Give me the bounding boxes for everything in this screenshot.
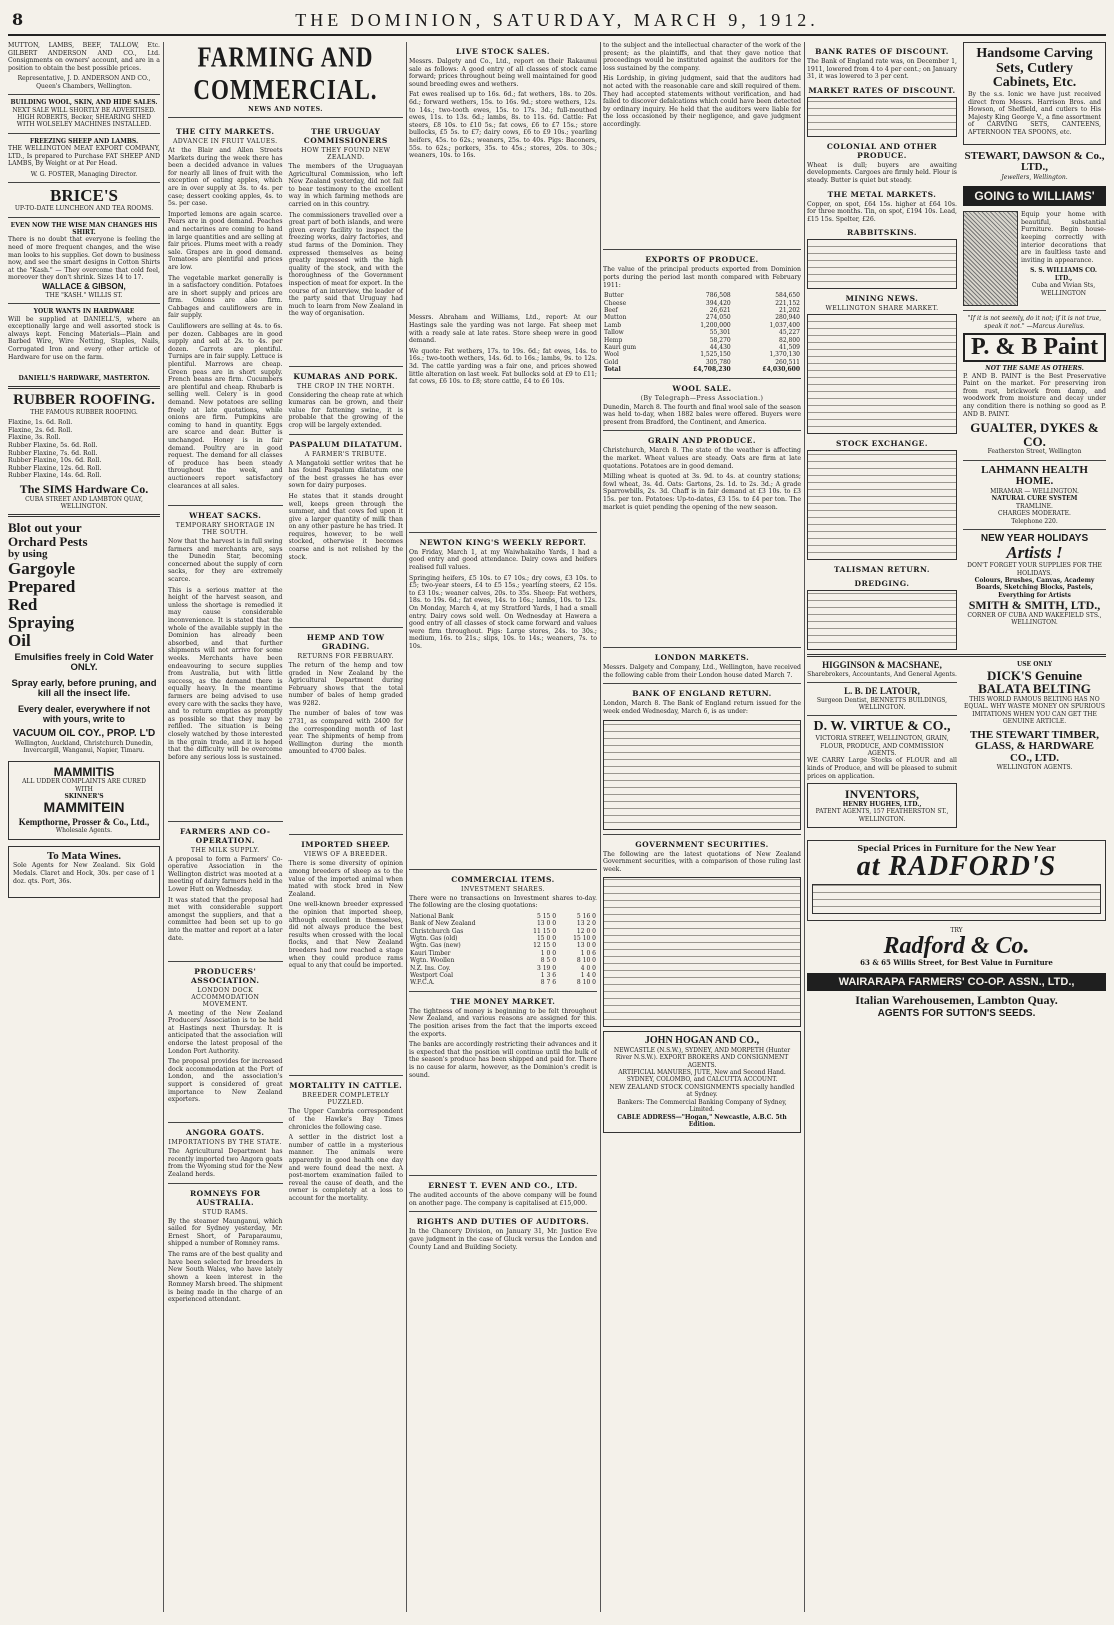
rubber-item: Rubber Flaxine, 5s. 6d. Roll.: [8, 442, 98, 450]
hogan-title: JOHN HOGAN AND CO.,: [644, 1035, 760, 1047]
govt-securities-heading: GOVERNMENT SECURITIES.: [635, 839, 769, 849]
wallace-address: THE "KASH." WILLIS ST.: [45, 291, 123, 299]
rubber-roofing-title: RUBBER ROOFING.: [13, 392, 155, 409]
talisman-heading: TALISMAN RETURN.: [833, 565, 931, 575]
rubber-item: Rubber Flaxine, 14s. 6d. Roll.: [8, 472, 102, 480]
freezing-heading: FREEZING SHEEP AND LAMBS.: [29, 137, 139, 145]
wheat-sacks-para: Now that the harvest is in full swing farmers and merchants are, says the Dunedin Star, becoming concerned about the supply of corn sacks, for they are extremely scarce.: [168, 538, 283, 584]
column-2-farming: FARMING AND COMMERCIAL. NEWS AND NOTES. THE CITY MARKETS. ADVANCE IN FRUIT VALUES. At the Blair and Allen Streets Markets during the week there has been a decided advance in values for nearly all lines of fruit with the exception of eating apples, which are in over supply at 3s. to 4s. per case; dessert cooking apples, 4s. to 5s. per case. Imported lemons are again scarce. Pears are in good demand. Peaches and nectarines are coming to hand in large quantities and are selling at fair prices. Plums meet with a ready sale. Grapes are in good demand. Tomatoes are plentiful and prices are low. The vegetable market generally is in a satisfactory condition. Potatoes are in short supply and prices are firm. Onions are also firm. Cabbages and cauliflowers are in fair supply. Cauliflowers are selling at 4s. to 6s. per dozen. Cabbages are in good supply and sell at 2s. to 4s. per dozen. Carrots are plentiful. Turnips are in fair supply. Lettuce is plentiful. Marrows are cheap. Green peas are in short supply. French beans are firm. Cucumbers are plentiful and cheap. Rhubarb is selling well. Celery is in good demand. New potatoes are selling freely at late quotations, while onions are firm. Pumpkins are coming to hand in quantity. Eggs are scarce and dear. Butter is unchanged. Honey is in fair demand. Poultry are in good request. The demand for all classes of produce has been steady throughout the week, and auctioneers report satisfactory clearances at all sales. WHEAT SACKS. TEMPORARY SHORTAGE IN THE SOUTH. Now that the harvest is in full swing farmers and merchants are, says the Dunedin Star, becoming concerned about the supply of corn sacks, for they are extremely scarce. This is a serious matter at the height of the harvest season, and unless the shortage is remedied it may cause considerable inconvenience. It is stated that the whole of the available supply in the Dominion has already been absorbed, and that further shipments will not arrive for some weeks. Merchants have been endeavouring to secure supplies from Australia, but with little success, as the demand there is equally heavy. In the meantime farmers are being advised to use every care with the sacks they have, and to return empties as promptly as possible so that they may be refilled. The situation is being closely watched by those interested in the grain trade, and it is hoped that the difficulty will be overcome before any serious loss is sustained. FARMERS AND CO-OPERATION. THE MILK SUPPLY. A proposal to form a Farmers' Co-operative Association in the Wellington district was mooted at a meeting of dairy farmers held in the Lower Hutt on Wednesday. It was stated that the proposal had met with considerable support amongst the suppliers, and that a committee had been set up to go into the matter and report at a later date. PRODUCERS' ASSOCIATION. LONDON DOCK ACCOMMODATION MOVEMENT. A meeting of the New Zealand Producers' Association is to be held at Hastings next Thursday. It is anticipated that the association will endorse the latest proposal of the London Port Authority. The proposal provides for increased dock accommodation at the Port of London, and the association's support is considered of great importance to New Zealand exporters. ANGORA GOATS. IMPORTATIONS BY THE STATE. The Agricultural Department has recently imported two Angora goats from the Wyoming stud for the New Zealand herds. ROMNEYS FOR AUSTRALIA. STUD RAMS. By the steamer Maunganui, which sailed for Sydney yesterday, Mr. Ernest Short, of Paraparaumu, shipped a number of Romney rams. The rams are of the best quality and have been selected for breeders in New South Wales, who have lately shown a keen interest in the Romney Marsh breed. The shipment is being made in the charge of an experienced attendant. THE URUGUAY COMMISSIONERS HOW THEY FOUND NEW ZEALAND. The members of the Uruguayan Agricultural Commission, who left New Zealand yesterday, did not fail to bear testimony to the excellent way in which farming methods are carried on in this country. The commissioners travelled over a great part of both islands, and were given every facility to inspect the freezing works, dairy factories, and stud farms of the Dominion. They expressed themselves as being greatly impressed with the high quality of the stock, and with the thoroughness of the Government inspection of meat for export. In the course of an interview, the leader of the party said that Uruguay had much to learn from New Zealand in the way of organisation. KUMARAS AND PORK. THE CROP IN THE NORTH. Considering the cheap rate at which kumaras can be grown, and their value for fattening swine, it is probable that the growing of the crop will be largely extended. PASPALUM DILATATUM. A FARMER'S TRIBUTE. A Mangatoki settler writes that he has found Paspalum dilatatum one of the best grasses he has ever sown for dairy purposes. He states that it stands drought well, keeps green through the summer, and that cows fed upon it give a larger quantity of milk than on any other pasture he has tried. It requires, however, to be well stocked, otherwise it becomes coarse and is not relished by the stock. HEMP AND TOW GRADING. RETURNS FOR FEBRUARY. The return of the hemp and tow graded in New Zealand by the Agricultural Department during February shows that the total number of bales of hemp graded was 9282. The number of bales of tow was 2731, as compared with 2400 for the corresponding month of last year. The shipments of hemp from Wellington during the month amounted to 4700 bales. IMPORTED SHEEP. VIEWS OF A BREEDER. There is some diversity of opinion among breeders of sheep as to the value of the imported animal when mated with stock bred in New Zealand. One well-known breeder expressed the opinion that imported sheep, although excellent in themselves, did not always produce the best results when crossed with the local flocks, and that New Zealand breeders had now reached a stage when they could produce rams equal to any that could be imported. MORTALITY IN CATTLE. BREEDER COMPLETELY PUZZLED. The Upper Cambria correspondent of the Hawke's Bay Times chronicles the following case. A settler in the district lost a number of cattle in a mysterious manner. The animals were apparently in good health one day and were found dead the next. A post-mortem examination failed to reveal the cause of death, and the owner is completely at a loss to account for the mortality.: [168, 42, 403, 1304]
table-row: Christchurch Gas 11 15 0 12 0 0: [410, 927, 596, 935]
grain-heading: GRAIN AND PRODUCE.: [648, 436, 756, 446]
hardware-heading: YOUR WANTS IN HARDWARE: [33, 308, 135, 316]
newspaper-title: THE DOMINION, SATURDAY, MARCH 9, 1912.: [295, 10, 819, 30]
imported-sheep-heading: IMPORTED SHEEP.: [301, 840, 391, 850]
mortality-subheading: BREEDER COMPLETELY PUZZLED.: [302, 1092, 390, 1107]
wallace-gibson: WALLACE & GIBSON,: [42, 282, 126, 292]
artists-title: Artists !: [1006, 543, 1063, 563]
commercial-heading: COMMERCIAL ITEMS.: [451, 874, 555, 884]
wairarapa: WAIRARAPA FARMERS' CO-OP. ASSN., LTD.,: [807, 973, 1106, 991]
mammitis-ad: [8, 761, 160, 840]
table-row: National Bank 5 15 0 5 16 0: [410, 912, 596, 920]
wise-man-heading: EVEN NOW THE WISE MAN CHANGES HIS SHIRT.: [10, 221, 158, 237]
kumaras-para: Considering the cheap rate at which kumaras can be grown, and their value for fattening swine, it is probable that the growing of the crop will be largely extended.: [288, 391, 403, 429]
wool-sale-source: (By Telegraph—Press Association.): [640, 394, 764, 402]
gargoyle-line: Red: [8, 594, 38, 614]
investment-para: There were no transactions on Investment shares to-day. The following are the closing quotations:: [409, 894, 597, 910]
mammitein-title: MAMMITEIN: [43, 799, 125, 816]
latour: L. B. DE LATOUR,: [844, 686, 920, 697]
column-5-ads: [807, 42, 1106, 1612]
exports-para: The value of the principal products exported from Dominion ports during the period last month compared with February 1911:: [603, 266, 801, 289]
lahmann-location: MIRAMAR — WELLINGTON.: [990, 487, 1079, 495]
lahmann-title: LAHMANN HEALTH HOME.: [981, 463, 1088, 488]
bank-rates-heading: BANK RATES OF DISCOUNT.: [815, 47, 949, 56]
smith-smith: SMITH & SMITH, LTD.,: [968, 598, 1101, 613]
hemp-subheading: RETURNS FOR FEBRUARY.: [297, 652, 394, 660]
auditors-continued: to the subject and the intellectual character of the work of the present; as the plaintiffs, and that they gave notice that proceedings would be instituted against the auditors for the loss sustained by the company.: [603, 42, 801, 72]
livestock-heading: LIVE STOCK SALES.: [455, 47, 551, 56]
producers-subheading: LONDON DOCK ACCOMMODATION MOVEMENT.: [191, 986, 260, 1008]
use-only: USE ONLY: [1016, 661, 1053, 669]
wairarapa-sub: Italian Warehousemen, Lambton Quay.: [855, 992, 1058, 1007]
natural-cure: NATURAL CURE SYSTEM: [991, 495, 1078, 503]
furniture-special: Special Prices in Furniture for the New Year: [857, 842, 1056, 853]
hughes-sub: PATENT AGENTS, 157 FEATHERSTON ST., WELLINGTON.: [815, 808, 949, 823]
meat-export-ad: THE WELLINGTON MEAT EXPORT COMPANY, LTD., Is prepared to Purchase FAT SHEEP AND LAMBS, By Weight or at Per Head.: [8, 145, 160, 168]
bank-rates-para: The Bank of England rate was, on December 1, 1911, lowered from 4 to 4 per cent.; on January 31, it was lowered to 3 per cent.: [807, 58, 957, 81]
producers-heading: PRODUCERS' ASSOCIATION.: [190, 966, 260, 985]
mining-heading: MINING NEWS.: [845, 294, 919, 304]
higginson-sub: Sharebrokers, Accountants, And General Agents.: [807, 670, 957, 678]
masthead: [8, 8, 1106, 36]
williams-address: Cuba and Vivian Sts, WELLINGTON: [1031, 282, 1096, 297]
hogan-ad: [603, 1031, 801, 1133]
romneys-para: By the steamer Maunganui, which sailed for Sydney yesterday, Mr. Ernest Short, of Paraparaumu, shipped a number of Romney rams.: [168, 1217, 283, 1248]
metal-heading: THE METAL MARKETS.: [827, 189, 937, 199]
column-3-livestock: LIVE STOCK SALES. Messrs. Dalgety and Co., Ltd., report on their Rakaunui sale as follows: A good entry of all classes of stock came forward; prices throughout being well maintained for good sound breeding ewes and wethers. Fat ewes realised up to 16s. 6d.; fat wethers, 18s. to 20s. 6d.; forward wethers, 15s. to 16s. 9d.; store wethers, 12s. to 14s.; two-tooth ewes, 15s. to 17s. 3d.; full-mouthed ewes, 11s. to 13s. 6d.; lambs, 8s. to 11s. 6d. Cattle: Fat steers, £8 10s. to £10 5s.; fat cows, £6 to £7 15s.; store bullocks, £5 5s. to £7; dairy cows, £6 to £9 10s.; yearling heifers, 45s. to 62s.; weaners, 25s. to 40s. Pigs: Baconers, 55s. to 62s.; porkers, 35s. to 45s.; stores, 20s. to 30s.; weaners, 10s. to 16s. Messrs. Abraham and Williams, Ltd., report: At our Hastings sale the yarding was not large. Fat sheep met with a ready sale at late rates. Store sheep were in good demand. We quote: Fat wethers, 17s. to 19s. 6d.; fat ewes, 14s. to 16s.; two-tooth wethers, 14s. 6d. to 16s.; lambs, 9s. to 12s. 3d. The cattle yarding was a fair one, and prices showed little alteration on last week. Fat bullocks sold at £9 to £11; fat cows, £6 10s. to £8; store cattle, £4 to £6 10s. NEWTON KING'S WEEKLY REPORT. On Friday, March 1, at my Waiwhakaiho Yards, I had a good entry and good attendance. Dairy cows and heifers realised full values. Springing heifers, £5 10s. to £7 10s.; dry cows, £3 10s. to £5; two-year steers, £4 to £5 15s.; yearling steers, £2 15s. to £3 10s.; weaner calves, 20s. to 35s. Sheep: Fat wethers, 18s. to 19s. 6d.; fat ewes, 14s. to 16s.; lambs, 10s. to 12s. On Monday, March 4, at my Stratford Yards, I had a small entry. Dairy cows sold well. On Wednesday at Hawera a good entry of all classes of stock came forward and values were firm throughout. Pigs: Large stores, 24s. to 30s.; medium, 16s. to 21s.; slips, 10s. to 14s.; weaners, 7s. to 10s. COMMERCIAL ITEMS. INVESTMENT SHARES. There were no transactions on Investment shares to-day. The following are the closing quotations: National Bank 5 15 0 5 16 0 Bank of New Zealand 13 0 0 13 2 0 Christchurch Gas 11 15 0 12 0 0 Wgtn. Gas (old) 15 0 0 15 10 0 Wgtn. Gas (new) 12 15 0 13 0 0 Kauri Timber 1 0 0 1 0 6 Wgtn. Woollen 8 5 0 8 10 0 N.Z. Ins. Coy. 3 19 0 4 0 0 Westport Coal 1 3 6 1 4 0 W.F.C.A. 8 7 6 8 10 0 THE MONEY MARKET. The tightness of money is beginning to be felt throughout New Zealand, and various reasons are assigned for this. The position arises from the fact that the imports exceed the exports. The banks are accordingly restricting their advances and it is expected that the position will continue until the bulk of the season's produce has been shipped and paid for. There is no cause for alarm, however, as the Dominion's credit is sound. ERNEST T. EVEN AND CO., LTD. The audited accounts of the above company will be found on another page. The company is capitalised at £15,000. RIGHTS AND DUTIES OF AUDITORS. In the Chancery Division, on January 31, Mr. Justice Eve gave judgment in the case of Gluck versus the London and County Land and Building Society.: [409, 47, 597, 1251]
colonial-heading: COLONIAL AND OTHER PRODUCE.: [826, 141, 938, 160]
london-markets-heading: LONDON MARKETS.: [654, 653, 750, 663]
higginson: HIGGINSON & MACSHANE,: [822, 660, 942, 671]
pb-paint-para: P. AND B. PAINT is the Best Preservative Paint on the market. For preserving iron from rust, brickwork from damp, and woodwork from moisture and decay under any condition there is nothing so good as P. AND B. PAINT.: [963, 372, 1106, 418]
pb-paint-title: P. & B Paint: [963, 333, 1106, 362]
gualter-address: Featherston Street, Wellington: [987, 448, 1082, 456]
sims-hardware: The SIMS Hardware Co.: [19, 481, 149, 496]
rubber-item: Flaxine, 1s. 6d. Roll.: [8, 419, 73, 427]
mortality-heading: MORTALITY IN CATTLE.: [289, 1081, 403, 1091]
gualter-dykes: GUALTER, DYKES & CO.: [970, 420, 1099, 449]
sims-address: CUBA STREET AND LAMBTON QUAY, WELLINGTON.: [25, 495, 143, 510]
uruguay-subheading: HOW THEY FOUND NEW ZEALAND.: [301, 147, 391, 161]
bank-rates-block: [807, 42, 957, 650]
evening-para: The audited accounts of the above company will be found on another page. The company is capitalised at £15,000.: [409, 1192, 597, 1207]
lahmann-telephone: Telephone 220.: [1011, 517, 1058, 525]
rubber-item: Flaxine, 2s. 6d. Roll.: [8, 426, 73, 434]
dicks-warning: THIS WORLD FAMOUS BELTING HAS NO EQUAL. WHY WASTE MONEY ON SPURIOUS IMITATIONS WHEN YOU CAN GET THE GENUINE ARTICLE.: [964, 696, 1105, 726]
farmers-coop-subheading: THE MILK SUPPLY.: [190, 846, 260, 854]
hughes: HENRY HUGHES, LTD.,: [842, 800, 922, 808]
tomata-ad: To Mata Wines. Sole Agents for New Zealand. Six Gold Medals. Claret and Hock, 30s. per case of 1 doz. qts. Port, 36s.: [8, 846, 160, 899]
daniell-hardware: DANIELL'S HARDWARE, MASTERTON.: [18, 374, 150, 382]
table-row: Kauri Timber 1 0 0 1 0 6: [410, 949, 596, 957]
newton-king-heading: NEWTON KING'S WEEKLY REPORT.: [419, 537, 587, 547]
column-1-ads: MUTTON, LAMBS, BEEF, TALLOW, Etc. GILBERT ANDERSON AND CO., Ltd. Consignments on owners' account, and are in a position to obtain the best possible prices. Representative, J. D. ANDERSON AND CO., Queen's Chambers, Wellington. BUILDING WOOL, SKIN, AND HIDE SALES. NEXT SALE WILL SHORTLY BE ADVERTISED. HIGH ROBERTS, Becker, SHEARING SHED WITH WOLSELEY MACHINES INSTALLED. FREEZING SHEEP AND LAMBS. THE WELLINGTON MEAT EXPORT COMPANY, LTD., Is prepared to Purchase FAT SHEEP AND LAMBS, By Weight or at Per Head. W. G. FOSTER, Managing Director. BRICE'S UP-TO-DATE LUNCHEON AND TEA ROOMS. EVEN NOW THE WISE MAN CHANGES HIS SHIRT. There is no doubt that everyone is feeling the need of more frequent changes, and the wise man looks to his supplies. Get down to business now, and see the smart designs in Cotton Shirts at the "Kash." — They overcome that cold feel, moreover they don't shrink. Sizes 14 to 17. WALLACE & GIBSON, THE "KASH." WILLIS ST. YOUR WANTS IN HARDWARE Will be supplied at DANIELL'S, where an exceptionally large and well assorted stock is always kept. Fencing Materials—Plain and Barbed Wire, Wire Netting, Staples, Nails, Corrugated Iron and every other article of Hardware for use on the farm. DANIELL'S HARDWARE, MASTERTON. RUBBER ROOFING. THE FAMOUS RUBBER ROOFING. Flaxine, 1s. 6d. Roll. Flaxine, 2s. 6d. Roll. Flaxine, 3s. Roll. Rubber Flaxine, 5s. 6d. Roll. Rubber Flaxine, 7s. 6d. Roll. Rubber Flaxine, 10s. 6d. Roll. Rubber Flaxine, 12s. 6d. Roll. Rubber Flaxine, 14s. 6d. Roll. The SIMS Hardware Co. CUBA STREET AND LAMBTON QUAY, WELLINGTON. Blot out your Orchard Pests by using Gargoyle Prepared Red Spraying Oil Emulsifies freely in Cold Water ONLY. Spray early, before pruning, and kill all the insect life. Every dealer, everywhere if not with yours, write to VACUUM OIL COY., PROP. L'D Wellington, Auckland, Christchurch Dunedin, Invercargill, Wanganui, Napier, Timaru. MAMMITIS ALL UDDER COMPLAINTS ARE CURED WITH SKINNER'S MAMMITEIN Kempthorne, Prosser & Co., Ltd., Wholesale Agents. To Mata Wines. Sole Agents for New Zealand. Six Gold Medals. Claret and Hock, 30s. per case of 1 doz. qts. Port, 36s.: [8, 42, 160, 1612]
rubber-roofing-list: [8, 419, 160, 480]
table-row: Cheese 394,420 221,152: [604, 299, 800, 307]
table-row: Bank of New Zealand 13 0 0 13 2 0: [410, 920, 596, 928]
gargoyle-line: by using: [8, 547, 48, 560]
gargoyle-line: Gargoyle: [8, 559, 76, 579]
table-row: Wgtn. Gas (new) 12 15 0 13 0 0: [410, 942, 596, 950]
table-row: Wgtn. Gas (old) 15 0 0 15 10 0: [410, 934, 596, 942]
hogan-cable: CABLE ADDRESS—"Hogan," Newcastle, A.B.C. 5th Edition.: [617, 1113, 787, 1128]
tramline: TRAMLINE.: [1016, 502, 1053, 510]
page-number: 8: [12, 10, 24, 29]
uruguay-heading: THE URUGUAY COMMISSIONERS: [303, 127, 388, 145]
angora-subheading: IMPORTATIONS BY THE STATE.: [168, 1139, 282, 1147]
vacuum-oil: VACUUM OIL COY., PROP. L'D: [12, 728, 156, 740]
table-row: N.Z. Ins. Coy. 3 19 0 4 0 0: [410, 964, 596, 972]
section-subtitle: NEWS AND NOTES.: [248, 106, 323, 113]
livestock-para-2: Messrs. Abraham and Williams, Ltd., report: At our Hastings sale the yarding was not large. Fat sheep met with a ready sale at late rates. Store sheep were in good demand.: [409, 314, 597, 345]
kumaras-subheading: THE CROP IN THE NORTH.: [296, 382, 395, 390]
table-row: Kauri gum 44,430 41,509: [604, 344, 800, 351]
rubber-item: Rubber Flaxine, 7s. 6d. Roll.: [8, 449, 98, 457]
rubber-item: Flaxine, 3s. Roll.: [8, 434, 61, 442]
romneys-heading: ROMNEYS FOR AUSTRALIA.: [189, 1188, 261, 1207]
bank-england-para: London, March 8. The Bank of England return issued for the week ended Wednesday, March 6, is as under:: [603, 700, 801, 715]
emulsifies-note: Emulsifies freely in Cold Water ONLY.: [14, 652, 154, 674]
sideboard-illustration: [963, 211, 1018, 306]
radford-co: Radford & Co.: [883, 933, 1030, 960]
wool-sales-ad: BUILDING WOOL, SKIN, AND HIDE SALES.: [10, 99, 158, 107]
hogan-consign: NEW ZEALAND STOCK CONSIGNMENTS specially handled at Sydney.: [609, 1083, 795, 1099]
newton-king-para: On Friday, March 1, at my Waiwhakaiho Yards, I had a good entry and good attendance. Dairy cows and heifers realised full values.: [409, 548, 597, 571]
latour-sub: Surgeon Dentist, BENNETTS BUILDINGS, WELLINGTON.: [816, 696, 948, 712]
colonial-para: Wheat is dull; buyers are awaiting developments. Cargoes are firmly held. Flour is steady. Butter is quiet but steady.: [807, 161, 957, 184]
rabbitskins-heading: RABBITSKINS.: [847, 228, 917, 238]
angora-para: The Agricultural Department has recently imported two Angora goats from the Wyoming stud for the New Zealand herds.: [168, 1148, 283, 1178]
wheat-sacks-heading: WHEAT SACKS.: [189, 511, 262, 521]
exports-heading: EXPORTS OF PRODUCE.: [645, 255, 759, 265]
table-row: Wool 1,525,150 1,370,130: [604, 351, 800, 359]
inventors-ad: [807, 783, 957, 828]
going-williams: GOING to WILLIAMS': [963, 186, 1106, 206]
shearing-shed-note: HIGH ROBERTS, Becker, SHEARING SHED WITH WOLSELEY MACHINES INSTALLED.: [16, 114, 152, 129]
anderson-ad: MUTTON, LAMBS, BEEF, TALLOW, Etc. GILBERT ANDERSON AND CO., Ltd. Consignments on owners' account, and are in a position to obtain the best possible prices.: [8, 42, 160, 72]
virtue: D. W. VIRTUE & CO.,: [813, 719, 951, 735]
market-rates-heading: MARKET RATES OF DISCOUNT.: [808, 85, 956, 95]
section-title: FARMING AND COMMERCIAL.: [193, 42, 378, 106]
next-sale-note: NEXT SALE WILL SHORTLY BE ADVERTISED.: [12, 106, 156, 114]
romneys-subheading: STUD RAMS.: [202, 1208, 249, 1216]
auditors-para: In the Chancery Division, on January 31, Mr. Justice Eve gave judgment in the case of Gluck versus the London and County Land and Building Society.: [409, 1228, 597, 1251]
carving-ad: [963, 42, 1106, 145]
city-markets-para-3: The vegetable market generally is in a satisfactory condition. Potatoes are in short supply and prices are firm. Onions are also firm. Cabbages and cauliflowers are in fair supply.: [168, 274, 283, 320]
metal-para: Copper, on spot, £64 15s. higher at £64 10s. for three months. Tin, on spot, £194 10s. Lead, £15 15s. Spelter, £26.: [807, 200, 957, 223]
shares-table: [409, 913, 597, 987]
stock-exchange-heading: STOCK EXCHANGE.: [836, 439, 928, 449]
city-markets-heading: THE CITY MARKETS.: [176, 127, 275, 136]
gargoyle-ad: [8, 521, 160, 649]
table-row: Westport Coal 1 3 6 1 4 0: [410, 971, 596, 979]
artists-list: Colours, Brushes, Canvas, Academy Boards, Sketching Blocks, Pastels, Everything for Artists: [974, 577, 1095, 599]
rubber-roofing-sub: THE FAMOUS RUBBER ROOFING.: [30, 408, 138, 416]
hogan-address: NEWCASTLE (N.S.W.), SYDNEY, AND MORPETH (Hunter River N.S.W.). EXPORT BROKERS AND CONSIGNMENT AGENTS.: [613, 1046, 791, 1069]
mammitis-title: MAMMITIS: [53, 764, 115, 779]
udder-note: ALL UDDER COMPLAINTS ARE CURED WITH: [22, 778, 146, 793]
exports-table: [603, 292, 801, 373]
williams-name: S. S. WILLIAMS CO. LTD.,: [1030, 267, 1097, 282]
try-label: TRY: [950, 926, 963, 934]
holidays-title: NEW YEAR HOLIDAYS: [980, 532, 1089, 544]
artists-sub: DON'T FORGET YOUR SUPPLIES FOR THE HOLIDAYS.: [967, 562, 1102, 577]
wholesale-note: Wholesale Agents.: [55, 827, 113, 835]
angora-heading: ANGORA GOATS.: [186, 1128, 265, 1138]
virtue-para: WE CARRY Large Stocks of FLOUR and all kinds of Produce, and will be pleased to submit prices on application.: [807, 757, 957, 780]
dealer-note: Every dealer, everywhere if not with yours, write to: [17, 704, 151, 724]
mortality-para: The Upper Cambria correspondent of the Hawke's Bay Times chronicles the following case.: [288, 1108, 403, 1131]
gargoyle-line: Spraying: [8, 612, 75, 632]
carving-para: By the s.s. Ionic we have just received direct from Messrs. Harrison Bros. and Howson, of Sheffield, and cutlers to His Majesty King George V., a fine assortment of CARVING SETS, CANTEENS, AFTERNOON TEA SPOONS, etc.: [968, 91, 1101, 137]
producers-para: A meeting of the New Zealand Producers' Association is to be held at Hastings next Thursday. It is anticipated that the association will endorse the latest proposal of the London Port Authority.: [168, 1009, 283, 1055]
hogan-bankers: Bankers: The Commercial Banking Company of Sydney, Limited.: [617, 1098, 787, 1114]
stewart-timber-sub: WELLINGTON AGENTS.: [996, 764, 1073, 772]
hemp-heading: HEMP AND TOW GRADING.: [306, 632, 385, 651]
city-markets-para-2: Imported lemons are again scarce. Pears are in good demand. Peaches and nectarines are coming to hand in large quantities and are selling at fair prices. Plums meet with a ready sale. Grapes are in good demand. Tomatoes are plentiful and prices are low.: [168, 210, 283, 271]
rubber-item: Rubber Flaxine, 10s. 6d. Roll.: [8, 457, 102, 465]
money-market-heading: THE MONEY MARKET.: [450, 996, 556, 1006]
gargoyle-line: Blot out your: [8, 520, 82, 536]
virtue-address: VICTORIA STREET, WELLINGTON, GRAIN, FLOUR, PRODUCE, AND COMMISSION AGENTS.: [815, 735, 949, 757]
paspalum-heading: PASPALUM DILATATUM.: [289, 439, 403, 449]
auditors-heading: RIGHTS AND DUTIES OF AUDITORS.: [416, 1217, 590, 1227]
vacuum-cities: Wellington, Auckland, Christchurch Dunedin, Invercargill, Wanganui, Napier, Timaru.: [14, 739, 154, 755]
brice-title: BRICE'S: [49, 186, 119, 206]
wool-sale-heading: WOOL SALE.: [672, 383, 732, 393]
table-row: Mutton 274,050 280,940: [604, 314, 800, 322]
inventors-title: INVENTORS,: [844, 787, 920, 802]
dicks-belting: DICK'S Genuine BALATA BELTING: [978, 667, 1091, 697]
city-markets-subheading: ADVANCE IN FRUIT VALUES.: [172, 138, 278, 145]
uruguay-para: The members of the Uruguayan Agricultural Commission, who left New Zealand yesterday, did not fail to bear testimony to the excellent way in which farming methods are carried on in this country.: [288, 163, 403, 208]
dredging-heading: DREDGING.: [854, 579, 910, 589]
share-market-heading: WELLINGTON SHARE MARKET.: [825, 305, 939, 313]
investment-subheading: INVESTMENT SHARES.: [460, 885, 546, 893]
table-row: Gold 305,780 260,511: [604, 358, 800, 366]
livestock-para-1: Messrs. Dalgety and Co., Ltd., report on their Rakaunui sale as follows: A good entry of all classes of stock came forward; prices throughout being well maintained for good sound breeding ewes and wethers.: [409, 58, 597, 88]
evening-heading: ERNEST T. EVEN AND CO., LTD.: [428, 1181, 578, 1191]
farmers-coop-para: A proposal to form a Farmers' Co-operative Association in the Wellington district was mooted at a meeting of dairy farmers held in the Lower Hutt on Wednesday.: [168, 855, 283, 893]
wool-sale-para: Dunedin, March 8. The fourth and final wool sale of the season was held to-day, when 1882 bales were offered. Buyers were present from Bradford, the Continent, and America.: [603, 403, 801, 426]
newspaper-page: [8, 8, 1106, 1618]
hemp-para: The return of the hemp and tow graded in New Zealand by the Agricultural Department during February shows that the total number of bales of hemp graded was 9282.: [288, 661, 403, 707]
gargoyle-line: Oil: [8, 630, 31, 650]
rubber-item: Rubber Flaxine, 12s. 6d. Roll.: [8, 464, 102, 472]
bank-england-heading: BANK OF ENGLAND RETURN.: [632, 689, 772, 699]
spray-note: Spray early, before pruning, and kill all the insect life.: [11, 678, 157, 700]
money-market-para: The tightness of money is beginning to be felt throughout New Zealand, and various reasons are assigned for this. The position arises from the fact that the imports exceed the exports.: [409, 1007, 597, 1038]
table-row: Tallow 55,301 45,227: [604, 329, 800, 337]
paspalum-para: A Mangatoki settler writes that he has found Paspalum dilatatum one of the best grasses he has ever sown for dairy purposes.: [288, 459, 403, 490]
gargoyle-line: Orchard Pests: [8, 534, 88, 550]
anderson-rep: Representative, J. D. ANDERSON AND CO., Queen's Chambers, Wellington.: [17, 75, 151, 90]
brice-subtitle: UP-TO-DATE LUNCHEON AND TEA ROOMS.: [14, 205, 154, 213]
skinners: SKINNER'S: [64, 792, 104, 800]
table-row: Lamb 1,200,000 1,037,400: [604, 321, 800, 329]
kempthorne: Kempthorne, Prosser & Co., Ltd.,: [18, 817, 150, 827]
city-markets-para-1: At the Blair and Allen Streets Markets during the week there has been a decided advance in values for nearly all lines of fruit with the exception of eating apples, which are in over supply at 3s. to 4s. per case; dessert cooking apples, 4s. to 5s. per case.: [168, 147, 283, 208]
farmers-coop-heading: FARMERS AND CO-OPERATION.: [180, 826, 271, 845]
lahmann-charges: CHARGES MODERATE.: [998, 510, 1071, 518]
imported-sheep-subheading: VIEWS OF A BREEDER.: [303, 851, 388, 859]
at-radfords: at RADFORD'S: [856, 851, 1057, 883]
table-row: Wgtn. Woollen 8 5 0 8 10 0: [410, 957, 596, 965]
table-row: W.F.C.A. 8 7 6 8 10 0: [410, 979, 596, 987]
govt-securities-para: The following are the latest quotations of New Zealand Government securities, with a comparison of those ruling last week.: [603, 850, 801, 873]
table-row: Hemp 58,270 82,800: [604, 336, 800, 344]
column-4-markets: to the subject and the intellectual character of the work of the present; as the plaintiffs, and that they gave notice that proceedings would be instituted against the auditors for the loss sustained by the company. His Lordship, in giving judgment, said that the auditors had not acted with the reasonable care and skill required of them. They had accepted statements without verification, and had failed to discover defalcations which could have been detected by ordinary inquiry. He held that the auditors were liable for the loss occasioned by their negligence, and gave judgment accordingly. EXPORTS OF PRODUCE. The value of the principal products exported from Dominion ports during the period last month compared with February 1911: Butter 786,508 584,650 Cheese 394,420 221,152 Beef 26,621 21,202 Mutton 274,050 280,940 Lamb 1,200,000 1,037,400 Tallow 55,301 45,227 Hemp 58,270 82,800 Kauri gum 44,430 41,509 Wool 1,525,150 1,370,130 Gold 305,780 260,511 Total £4,708,230 £4,030,600 WOOL SALE. (By Telegraph—Press Association.) Dunedin, March 8. The fourth and final wool sale of the season was held to-day, when 1882 bales were offered. Buyers were present from Bradford, the Continent, and America. GRAIN AND PRODUCE. Christchurch, March 8. The state of the weather is affecting the market. Wheat values are steady. Oats are firm at late quotations. Potatoes are in good demand. Milling wheat is quoted at 3s. 9d. to 4s. at country stations; fowl wheat, 3s. 4d. Oats: Gartons, 2s. 1d. to 2s. 3d.; A grade Sparrowbills, 2s. 3d. Chaff is in fair demand at £3 10s. to £3 15s. per ton. Potatoes: Up-to-dates, £3 15s. to £4 per ton. The market is quiet pending the opening of the new season. LONDON MARKETS. Messrs. Dalgety and Company, Ltd., Wellington, have received the following cable from their London house dated March 7. BANK OF ENGLAND RETURN. London, March 8. The Bank of England return issued for the week ended Wednesday, March 6, is as under: GOVERNMENT SECURITIES. The following are the latest quotations of New Zealand Government securities, with a comparison of those ruling last week. JOHN HOGAN AND CO., NEWCASTLE (N.S.W.), SYDNEY, AND MORPETH (Hunter River N.S.W.). EXPORT BROKERS AND CONSIGNMENT AGENTS. ARTIFICIAL MANURES, JUTE, New and Second Hand. SYDNEY, COLOMBO, and CALCUTTA ACCOUNT. NEW ZEALAND STOCK CONSIGNMENTS specially handled at Sydney. Bankers: The Commercial Banking Company of Sydney, Limited. CABLE ADDRESS—"Hogan," Newcastle, A.B.C. 5th Edition.: [603, 42, 801, 1612]
gargoyle-line: Prepared: [8, 577, 76, 597]
display-ads: [963, 42, 1106, 650]
radfords-ad: [807, 840, 1106, 921]
imported-sheep-para: There is some diversity of opinion among breeders of sheep as to the value of the imported animal when mated with stock bred in New Zealand.: [288, 860, 403, 898]
pb-paint-not: NOT THE SAME AS OTHERS.: [985, 365, 1084, 373]
hogan-sydney: SYDNEY, COLOMBO, and CALCUTTA ACCOUNT.: [626, 1076, 778, 1084]
stewart-dawson-sub: Jewellers, Wellington.: [1001, 173, 1068, 181]
tomata-title: To Mata Wines.: [46, 849, 122, 862]
table-row: Butter 786,508 584,650: [604, 292, 800, 300]
aurelius-quote: "If it is not seemly, do it not; if it is not true, speak it not." —Marcus Aurelius.: [967, 315, 1102, 330]
suttons-seeds: AGENTS FOR SUTTON'S SEEDS.: [877, 1008, 1036, 1020]
stewart-dawson: STEWART, DAWSON & Co., LTD.,: [964, 149, 1105, 174]
williams-para: Equip your home with beautiful, substantial Furniture. Begin house-keeping correctly with interior decorations that are in faultless taste and inviting in appearance.: [1021, 211, 1106, 264]
radford-address: 63 & 65 Willis Street, for Best Value in Furniture: [860, 958, 1053, 968]
hogan-manures: ARTIFICIAL MANURES, JUTE, New and Second Hand.: [618, 1069, 786, 1077]
paspalum-subheading: A FARMER'S TRIBUTE.: [304, 450, 387, 458]
foster-signature: W. G. FOSTER, Managing Director.: [30, 171, 138, 178]
wheat-sacks-subheading: TEMPORARY SHORTAGE IN THE SOUTH.: [175, 522, 275, 537]
table-row: Beef 26,621 21,202: [604, 306, 800, 314]
stewart-timber: THE STEWART TIMBER, GLASS, & HARDWARE CO., LTD.: [969, 728, 1100, 764]
carving-title: Handsome Carving Sets, Cutlery Cabinets, Etc.: [976, 46, 1093, 91]
kumaras-heading: KUMARAS AND PORK.: [293, 371, 399, 381]
smith-address: CORNER OF CUBA AND WAKEFIELD STS., WELLINGTON.: [967, 611, 1102, 627]
london-markets-para: Messrs. Dalgety and Company, Ltd., Wellington, have received the following cable from their London house dated March 7.: [603, 664, 801, 679]
grain-para: Christchurch, March 8. The state of the weather is affecting the market. Wheat values are steady. Oats are firm at late quotations. Potatoes are in good demand.: [603, 447, 801, 470]
exports-total-row: Total £4,708,230 £4,030,600: [604, 366, 800, 374]
